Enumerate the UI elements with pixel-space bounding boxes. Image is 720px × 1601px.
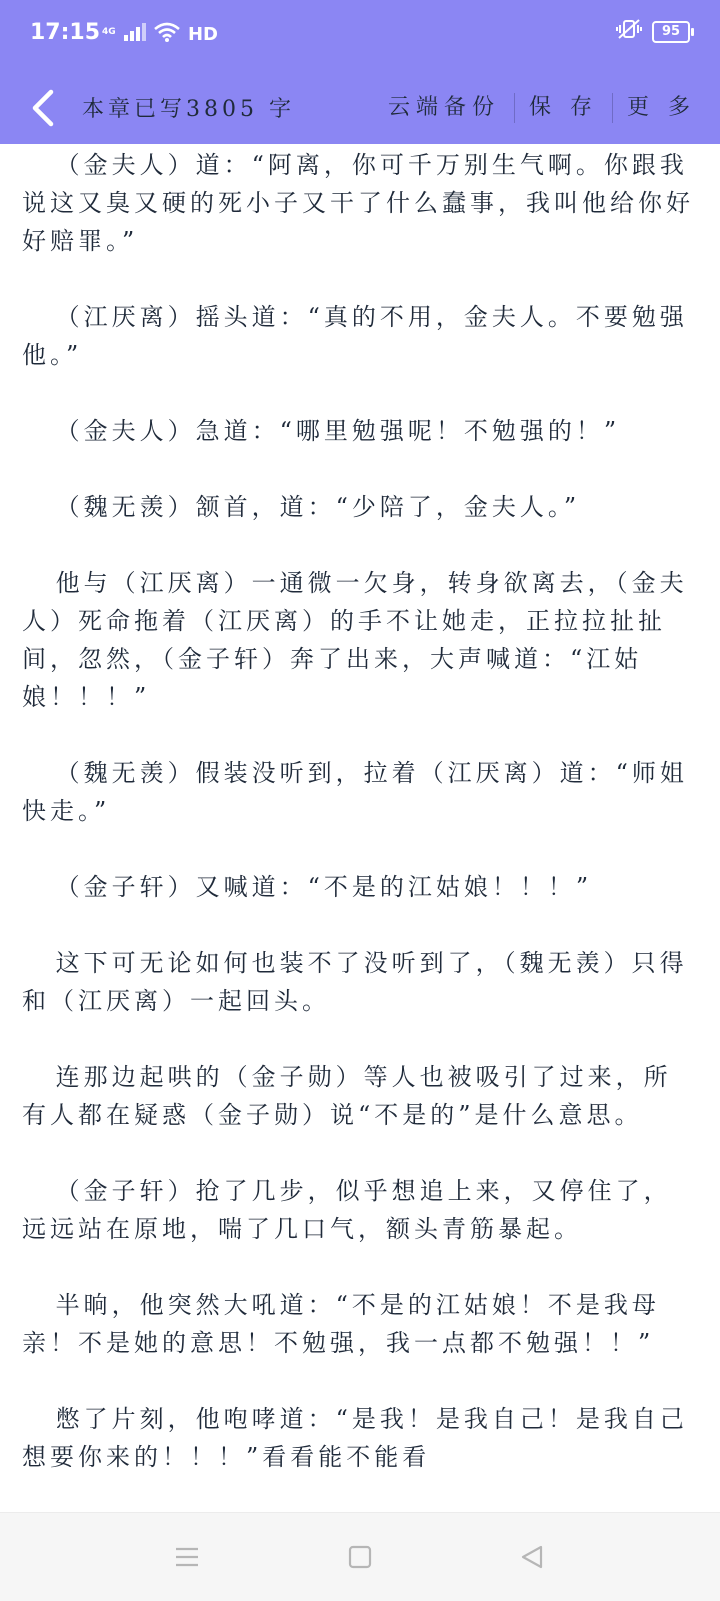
system-nav-bar xyxy=(0,1512,720,1601)
back-triangle-icon[interactable] xyxy=(518,1543,546,1571)
word-count: 本章已写3805 字 xyxy=(82,97,295,122)
paragraph: （江厌离）摇头道：“真的不用，金夫人。不要勉强他。” xyxy=(22,303,688,369)
toolbar-divider xyxy=(612,93,613,123)
toolbar-actions xyxy=(374,86,710,130)
status-bar xyxy=(0,0,720,72)
paragraph: 憋了片刻，他咆哮道：“是我！是我自己！是我自己想要你来的！！！”看看能不能看 xyxy=(22,1405,688,1471)
network-indicators xyxy=(102,22,218,47)
save-button[interactable]: 保 存 xyxy=(529,95,598,120)
paragraph: 连那边起哄的（金子勋）等人也被吸引了过来，所有人都在疑惑（金子勋）说“不是的”是什么意思。 xyxy=(22,1063,672,1129)
chapter-editor[interactable] xyxy=(22,146,698,1506)
paragraph: 半晌，他突然大吼道：“不是的江姑娘！不是我母亲！不是她的意思！不勉强，我一点都不勉强！！” xyxy=(22,1291,660,1357)
home-icon[interactable] xyxy=(346,1543,374,1571)
battery-icon: 95 xyxy=(652,21,690,43)
paragraph: 他与（江厌离）一通微一欠身，转身欲离去，（金夫人）死命拖着（江厌离）的手不让她走，正拉拉扯扯间，忽然，（金子轩）奔了出来，大声喊道：“江姑娘！！！” xyxy=(22,569,688,711)
editor-top-bar xyxy=(0,72,720,144)
more-button[interactable]: 更 多 xyxy=(627,95,696,120)
back-arrow-icon[interactable] xyxy=(22,82,62,134)
network-type: 4G xyxy=(102,27,116,37)
status-time: 17:15 xyxy=(30,20,101,45)
wifi-icon xyxy=(154,22,180,47)
paragraph: （金子轩）抢了几步，似乎想追上来，又停住了，远远站在原地，喘了几口气，额头青筋暴起。 xyxy=(22,1177,672,1243)
cloud-backup-button[interactable]: 云端备份 xyxy=(387,95,500,120)
toolbar-divider xyxy=(514,93,515,123)
hd-label: HD xyxy=(187,24,218,45)
paragraph: （金夫人）急道：“哪里勉强呢！不勉强的！” xyxy=(55,417,621,445)
paragraph: （魏无羡）颔首，道：“少陪了，金夫人。” xyxy=(55,493,581,521)
paragraph: 这下可无论如何也装不了没听到了，（魏无羡）只得和（江厌离）一起回头。 xyxy=(22,949,688,1015)
menu-icon[interactable] xyxy=(173,1543,201,1571)
paragraph: （金夫人）道：“阿离，你可千万别生气啊。你跟我说这又臭又硬的死小子又干了什么蠢事，我叫他给你好好赔罪。” xyxy=(22,151,694,255)
mute-vibrate-icon xyxy=(616,18,642,45)
signal-icon xyxy=(102,23,146,46)
paragraph: （金子轩）又喊道：“不是的江姑娘！！！” xyxy=(55,873,593,901)
status-right xyxy=(616,18,690,45)
paragraph: （魏无羡）假装没听到，拉着（江厌离）道：“师姐快走。” xyxy=(22,759,688,825)
